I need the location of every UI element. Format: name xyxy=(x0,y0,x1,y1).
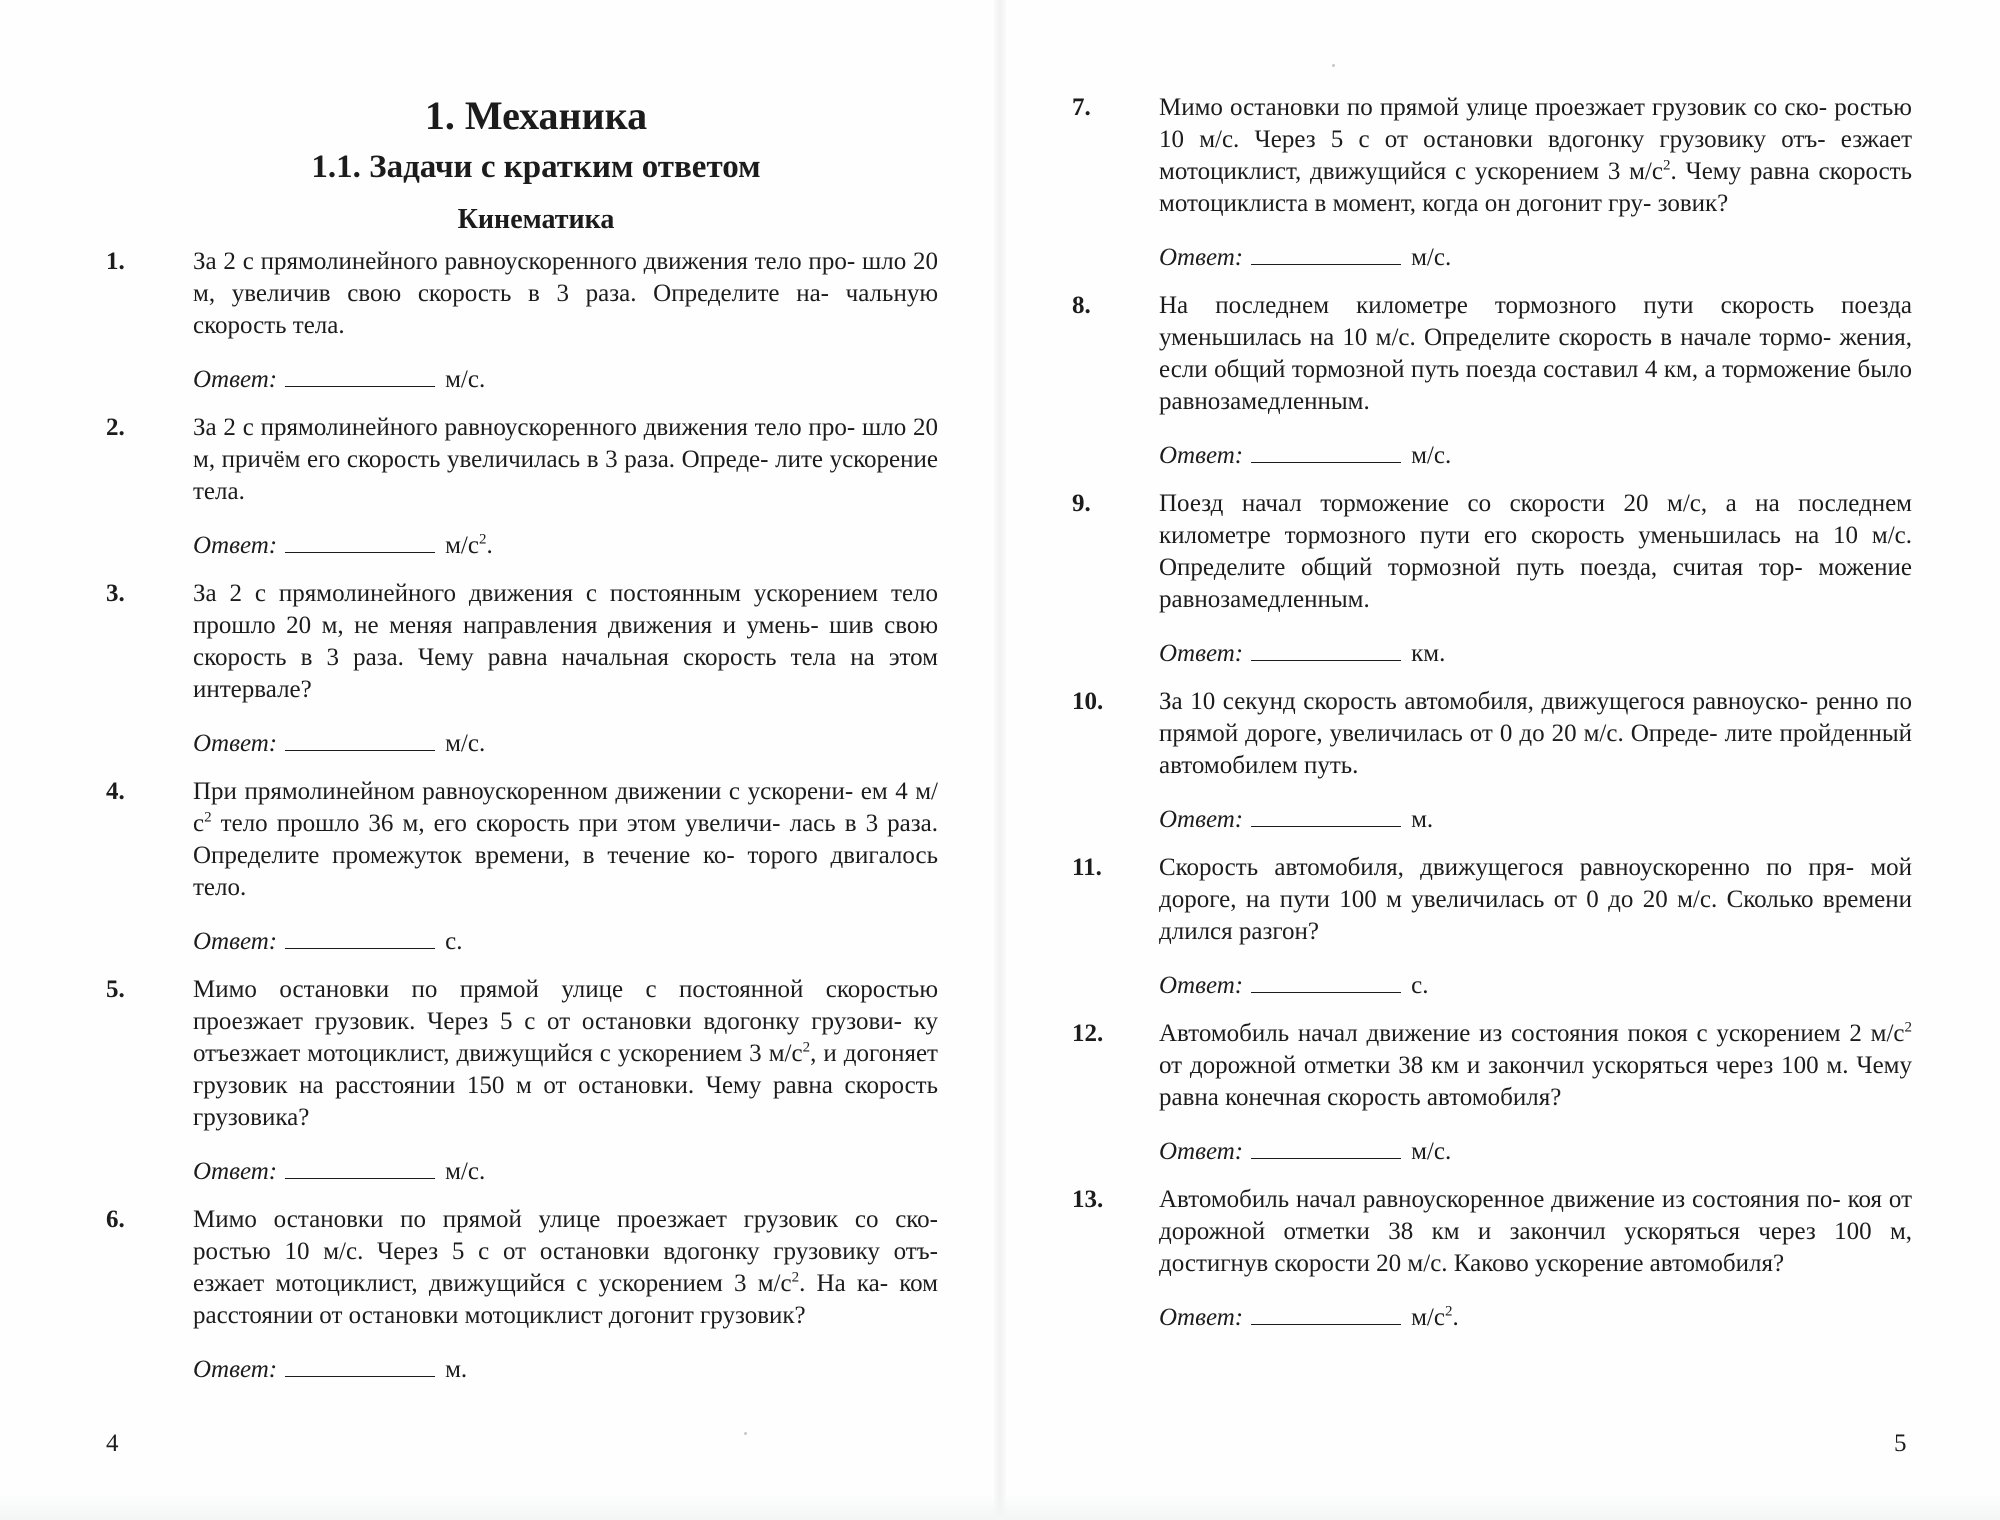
unit-exponent: 2 xyxy=(1904,1019,1913,1036)
problem-line: тела на этом интервале? xyxy=(193,644,938,703)
problem-line: шло 20 м, причём его скорость увеличилась в 3 раза. Опреде- xyxy=(193,414,939,473)
unit-exponent: 2 xyxy=(802,1039,811,1056)
answer-blank[interactable] xyxy=(285,362,435,387)
problem-body xyxy=(1159,1184,1912,1334)
problem-7 xyxy=(1072,92,1912,274)
unit-exponent: 2 xyxy=(1444,1303,1453,1320)
problem-number: 8. xyxy=(1072,292,1091,319)
problem-text xyxy=(1159,92,1912,220)
problem-number: 5. xyxy=(106,976,125,1003)
answer-row xyxy=(1159,1134,1912,1168)
answer-row xyxy=(1159,802,1912,836)
answer-blank[interactable] xyxy=(1251,1300,1401,1325)
answer-unit: м/с. xyxy=(445,1158,486,1185)
problem-line: Автомобиль начал движение из состояния покоя с ускорением xyxy=(1159,1020,1841,1047)
answer-unit: м/с. xyxy=(445,730,486,757)
problem-text xyxy=(193,776,938,904)
problem-text xyxy=(193,578,938,706)
problem-line: от дорожной отметки 38 км и закончил ускоряться через xyxy=(1159,1052,1774,1079)
problem-number: 7. xyxy=(1072,94,1091,121)
unit-tail: . xyxy=(1452,1304,1459,1331)
problem-line: ростью 10 м/с. Через 5 с от остановки вдогонку грузовику отъ- xyxy=(1159,94,1912,153)
unit-exponent: 2 xyxy=(791,1269,800,1286)
answer-row xyxy=(1159,968,1912,1002)
right-page xyxy=(1006,0,2000,1520)
problem-line: Скорость автомобиля, движущегося равноускоренно по пря- xyxy=(1159,854,1855,881)
problem-line: лите ускорение тела. xyxy=(193,446,938,505)
subsection-title: Кинематика xyxy=(457,204,615,235)
answer-unit: м/с. xyxy=(1411,1138,1452,1165)
page-number: 5 xyxy=(1894,1430,1907,1457)
answer-label: Ответ: xyxy=(193,730,278,757)
answer-blank[interactable] xyxy=(1251,636,1401,661)
problem-number: 9. xyxy=(1072,490,1091,517)
answer-blank[interactable] xyxy=(1251,240,1401,265)
answer-row xyxy=(193,362,938,396)
left-page-content xyxy=(106,92,938,1402)
answer-row xyxy=(1159,240,1912,274)
problem-text xyxy=(1159,852,1912,948)
problem-line: 2 м/с xyxy=(1849,1020,1905,1047)
problem-body xyxy=(1159,290,1912,472)
problem-line: торого двигалось тело. xyxy=(193,842,939,901)
answer-label: Ответ: xyxy=(1159,972,1244,999)
problem-line: лите пройденный автомобилем путь. xyxy=(1159,720,1913,779)
problem-line: ренно по прямой дороге, увеличилась от 0 до 20 м/с. Опреде- xyxy=(1159,688,1913,747)
answer-label: Ответ: xyxy=(1159,244,1244,271)
problem-line: Автомобиль начал равноускоренное движение из состояния по- xyxy=(1159,1186,1841,1213)
section-title: 1.1. Задачи с кратким ответом xyxy=(311,149,761,185)
answer-row xyxy=(193,528,938,562)
problem-line: жения, если общий тормозной путь поезда составил 4 км, а xyxy=(1159,324,1912,383)
answer-unit: с. xyxy=(1411,972,1429,999)
problem-line: На последнем километре тормозного пути скорость поезда xyxy=(1159,292,1912,319)
answer-label: Ответ: xyxy=(193,366,278,393)
problem-line: километре тормозного пути его скорость уменьшилась на xyxy=(1159,522,1820,549)
problem-3 xyxy=(106,578,938,760)
answer-row xyxy=(193,924,938,958)
answer-blank[interactable] xyxy=(285,1352,435,1377)
problem-line: За 2 с прямолинейного равноускоренного движения тело про- xyxy=(193,414,856,441)
answer-row xyxy=(193,1154,938,1188)
answer-label: Ответ: xyxy=(1159,1304,1244,1331)
answer-row xyxy=(1159,1300,1912,1334)
answer-unit: с. xyxy=(445,928,463,955)
page-number: 4 xyxy=(106,1430,119,1457)
answer-blank[interactable] xyxy=(1251,802,1401,827)
problem-line: При прямолинейном равноускоренном движении с ускорени- xyxy=(193,778,854,805)
answer-blank[interactable] xyxy=(1251,968,1401,993)
problem-number: 4. xyxy=(106,778,125,805)
answer-blank[interactable] xyxy=(285,528,435,553)
paper-speck xyxy=(1332,64,1335,67)
problem-10 xyxy=(1072,686,1912,836)
problem-body xyxy=(1159,92,1912,274)
problem-body xyxy=(193,974,938,1188)
unit-exponent: 2 xyxy=(204,809,212,826)
problem-line: ку отъезжает мотоциклист, движущийся с ускорением 3 м/с xyxy=(193,1008,938,1067)
book-gutter xyxy=(994,0,1006,1520)
problem-text xyxy=(193,246,938,342)
problem-line: зовик? xyxy=(1657,190,1729,217)
problem-number: 6. xyxy=(106,1206,125,1233)
problem-4 xyxy=(106,776,938,958)
unit-tail: . xyxy=(486,532,493,559)
answer-unit: м/с xyxy=(1411,1304,1445,1331)
problem-number: 12. xyxy=(1072,1020,1104,1047)
problem-body xyxy=(1159,1018,1912,1168)
answer-label: Ответ: xyxy=(193,928,278,955)
problem-line: ком расстоянии от остановки мотоциклист догонит грузовик? xyxy=(193,1270,939,1329)
problem-text xyxy=(193,974,938,1134)
problem-body xyxy=(193,1204,938,1386)
problem-line: . На ка- xyxy=(799,1270,889,1297)
problem-line: мой дороге, на пути 100 м увеличилась от 0 до 20 м/с. Сколько xyxy=(1159,854,1913,913)
right-page-content xyxy=(1072,92,1912,1350)
problem-line: можение равнозамедленным. xyxy=(1159,554,1912,613)
problem-text xyxy=(193,412,938,508)
problem-body xyxy=(1159,852,1912,1002)
answer-unit: м. xyxy=(1411,806,1434,833)
problem-11 xyxy=(1072,852,1912,1002)
problem-number: 1. xyxy=(106,248,125,275)
problem-8 xyxy=(1072,290,1912,472)
problem-line: За 2 с прямолинейного равноускоренного движения тело про- xyxy=(193,248,856,275)
problem-body xyxy=(1159,488,1912,670)
answer-unit: м/с. xyxy=(1411,442,1452,469)
problem-line: езжает мотоциклист, движущийся с ускорением 3 м/с xyxy=(1159,126,1913,185)
answer-unit: м/с. xyxy=(1411,244,1452,271)
problem-line: , и xyxy=(810,1040,837,1067)
problem-line: шло 20 м, увеличив свою скорость в 3 раза. Определите на- xyxy=(193,248,939,307)
problem-body xyxy=(193,776,938,958)
answer-label: Ответ: xyxy=(193,1356,278,1383)
problem-line: 100 м. Чему равна конечная скорость автомобиля? xyxy=(1159,1052,1913,1111)
problem-line: лась в 3 раза. Определите промежуток времени, в течение ко- xyxy=(193,810,939,869)
problem-line: коя от дорожной отметки 38 км и закончил ускоряться через xyxy=(1159,1186,1912,1245)
left-page xyxy=(0,0,994,1520)
problem-line: Мимо остановки по прямой улице с постоянной скоростью xyxy=(193,976,938,1003)
answer-unit: м/с xyxy=(445,532,479,559)
problem-line: За 10 секунд скорость автомобиля, движущегося равноуско- xyxy=(1159,688,1809,715)
problem-number: 11. xyxy=(1072,854,1102,881)
problem-line: Мимо остановки по прямой улице проезжает грузовик со ско- xyxy=(1159,94,1828,121)
problem-line: проезжает грузовик. Через 5 с от остановки вдогонку грузови- xyxy=(193,1008,902,1035)
answer-unit: км. xyxy=(1411,640,1446,667)
problem-text xyxy=(1159,1184,1912,1280)
problem-body xyxy=(193,578,938,760)
problem-number: 13. xyxy=(1072,1186,1104,1213)
answer-blank[interactable] xyxy=(285,1154,435,1179)
problem-line: шив свою скорость в 3 раза. Чему равна начальная скорость xyxy=(193,612,939,671)
problem-line: 10 м/с. Определите общий тормозной путь поезда, считая тор- xyxy=(1159,522,1912,581)
answer-row xyxy=(193,1352,938,1386)
problem-line: тело прошло 20 м, не меняя направления движения и умень- xyxy=(193,580,939,639)
problem-number: 10. xyxy=(1072,688,1104,715)
answer-unit: м/с. xyxy=(445,366,486,393)
problem-text xyxy=(1159,1018,1912,1114)
problem-1 xyxy=(106,246,938,396)
problem-text xyxy=(1159,290,1912,418)
answer-blank[interactable] xyxy=(285,726,435,751)
problem-body xyxy=(193,246,938,396)
problem-line: езжает мотоциклист, движущийся с ускорением 3 м/с xyxy=(193,1270,792,1297)
problem-6 xyxy=(106,1204,938,1386)
answer-blank[interactable] xyxy=(285,924,435,949)
problem-2 xyxy=(106,412,938,562)
problem-line: торможение было равнозамедленным. xyxy=(1159,356,1912,415)
problem-text xyxy=(1159,488,1912,616)
problem-line: догоняет грузовик на расстоянии 150 м от остановки. Чему xyxy=(193,1040,938,1099)
answer-unit: м. xyxy=(445,1356,468,1383)
problem-body xyxy=(1159,686,1912,836)
unit-exponent: 2 xyxy=(478,531,487,548)
answer-blank[interactable] xyxy=(1251,1134,1401,1159)
problem-line: Поезд начал торможение со скорости 20 м/с, а на последнем xyxy=(1159,490,1912,517)
problem-5 xyxy=(106,974,938,1188)
problem-line: ем 4 м/с xyxy=(193,778,938,837)
chapter-title: 1. Механика xyxy=(424,93,648,138)
problem-line: . Чему xyxy=(1670,158,1742,185)
answer-row xyxy=(193,726,938,760)
problem-number: 3. xyxy=(106,580,125,607)
problem-line: Мимо остановки по прямой улице проезжает грузовик со ско- xyxy=(193,1206,938,1233)
unit-exponent: 2 xyxy=(1662,157,1671,174)
answer-label: Ответ: xyxy=(193,532,278,559)
paper-speck xyxy=(744,1432,747,1435)
problem-line: чальную скорость тела. xyxy=(193,280,938,339)
problem-body xyxy=(193,412,938,562)
problem-line: ростью 10 м/с. Через 5 с от остановки вдогонку грузовику отъ- xyxy=(193,1238,938,1265)
problem-line: равна скорость грузовика? xyxy=(193,1072,939,1131)
answer-label: Ответ: xyxy=(1159,442,1244,469)
answer-row xyxy=(1159,636,1912,670)
problem-line: уменьшилась на 10 м/с. Определите скорость в начале тормо- xyxy=(1159,324,1832,351)
answer-label: Ответ: xyxy=(1159,640,1244,667)
problem-number: 2. xyxy=(106,414,125,441)
problem-12 xyxy=(1072,1018,1912,1168)
problem-line: времени длился разгон? xyxy=(1159,886,1912,945)
problem-text xyxy=(193,1204,938,1332)
answer-blank[interactable] xyxy=(1251,438,1401,463)
problem-13 xyxy=(1072,1184,1912,1334)
problem-line: тело прошло 36 м, его скорость при этом увеличи- xyxy=(211,810,781,837)
answer-label: Ответ: xyxy=(193,1158,278,1185)
problem-text xyxy=(1159,686,1912,782)
answer-label: Ответ: xyxy=(1159,1138,1244,1165)
problem-line: равна скорость мотоциклиста в момент, когда он догонит гру- xyxy=(1159,158,1913,217)
problem-9 xyxy=(1072,488,1912,670)
problem-line: За 2 с прямолинейного движения с постоянным ускорением xyxy=(193,580,879,607)
answer-row xyxy=(1159,438,1912,472)
answer-label: Ответ: xyxy=(1159,806,1244,833)
problem-line: 100 м, достигнув скорости 20 м/с. Каково ускорение автомобиля? xyxy=(1159,1218,1913,1277)
